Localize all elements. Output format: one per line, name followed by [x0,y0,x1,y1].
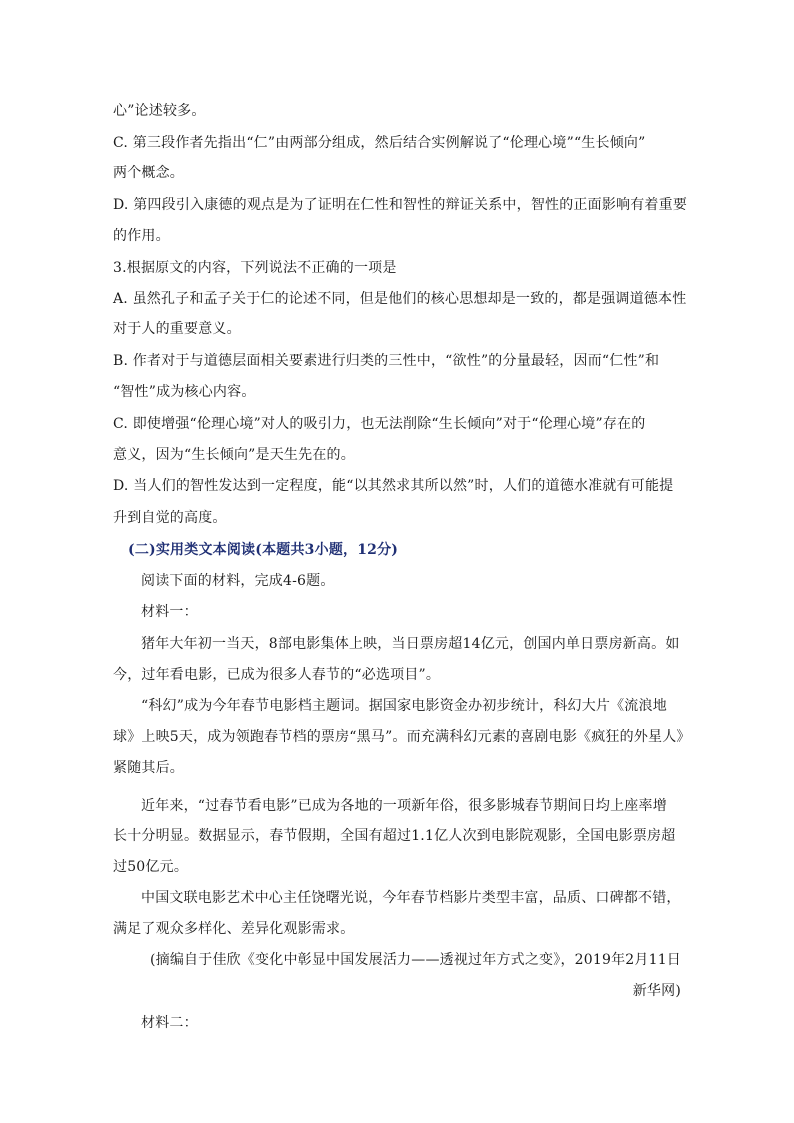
source-citation-end: 新华网) [632,983,681,999]
source-citation: (摘编自于佳欣《变化中彰显中国发展活力——透视过年方式之变》，2019年2月11日 [150,952,682,968]
paragraph-line: “科幻”成为今年春节电影档主题词。据国家电影资金办初步统计，科幻大片《流浪地 [141,698,667,714]
text-line: 意义，因为“生长倾向”是天生先在的。 [113,447,355,463]
text-line: 的作用。 [113,228,170,244]
question-3: 3.根据原文的内容，下列说法不正确的一项是 [113,260,397,276]
paragraph-line: 中国文联电影艺术中心主任饶曙光说，今年春节档影片类型丰富，品质、口碑都不错， [141,890,681,906]
option-c-line: C. 第三段作者先指出“仁”由两部分组成，然后结合实例解说了“伦理心境”“生长倾向” [113,135,646,151]
paragraph-line: 过50亿元。 [113,859,189,875]
instruction-line: 阅读下面的材料，完成4-6题。 [141,573,335,589]
option-a-line: A. 虽然孔子和孟子关于仁的论述不同，但是他们的核心思想却是一致的，都是强调道德本性 [113,291,687,307]
text-line: “智性”成为核心内容。 [113,384,256,400]
text-line: 升到自觉的高度。 [113,510,227,526]
text-line: 两个概念。 [113,165,184,181]
paragraph-line: 满足了观众多样化、差异化观影需求。 [113,921,355,937]
section-heading: (二)实用类文本阅读(本题共3小题，12分) [128,542,399,558]
paragraph-line: 今，过年看电影，已成为很多人春节的“必选项目”。 [113,667,441,683]
paragraph-line: 长十分明显。数据显示，春节假期，全国有超过1.1亿人次到电影院观影，全国电影票房超 [113,828,676,844]
paragraph-line: 球》上映5天，成为领跑春节档的票房“黑马”。而充满科幻元素的喜剧电影《疯狂的外星人》 [113,729,691,745]
option-b-line: B. 作者对于与道德层面相关要素进行归类的三性中，“欲性”的分量最轻，因而“仁性”和 [113,353,660,369]
option-d-line: D. 当人们的智性发达到一定程度，能“以其然求其所以然”时，人们的道德水准就有可能提 [113,478,674,494]
paragraph-line: 近年来，“过春节看电影”已成为各地的一项新年俗，很多影城春节期间日均上座率增 [141,798,667,814]
paragraph-line: 紧随其后。 [113,760,184,776]
text-line: 心”论述较多。 [113,103,206,119]
material-one-label: 材料一： [141,604,198,620]
paragraph-line: 猪年大年初一当天，8部电影集体上映，当日票房超14亿元，创国内单日票房新高。如 [141,636,680,652]
material-two-label: 材料二： [141,1015,198,1031]
option-d-line: D. 第四段引入康德的观点是为了证明在仁性和智性的辩证关系中，智性的正面影响有着重要 [113,197,688,213]
option-c-line: C. 即使增强“伦理心境”对人的吸引力，也无法削除“生长倾向”对于“伦理心境”存在的 [113,416,646,432]
text-line: 对于人的重要意义。 [113,321,241,337]
